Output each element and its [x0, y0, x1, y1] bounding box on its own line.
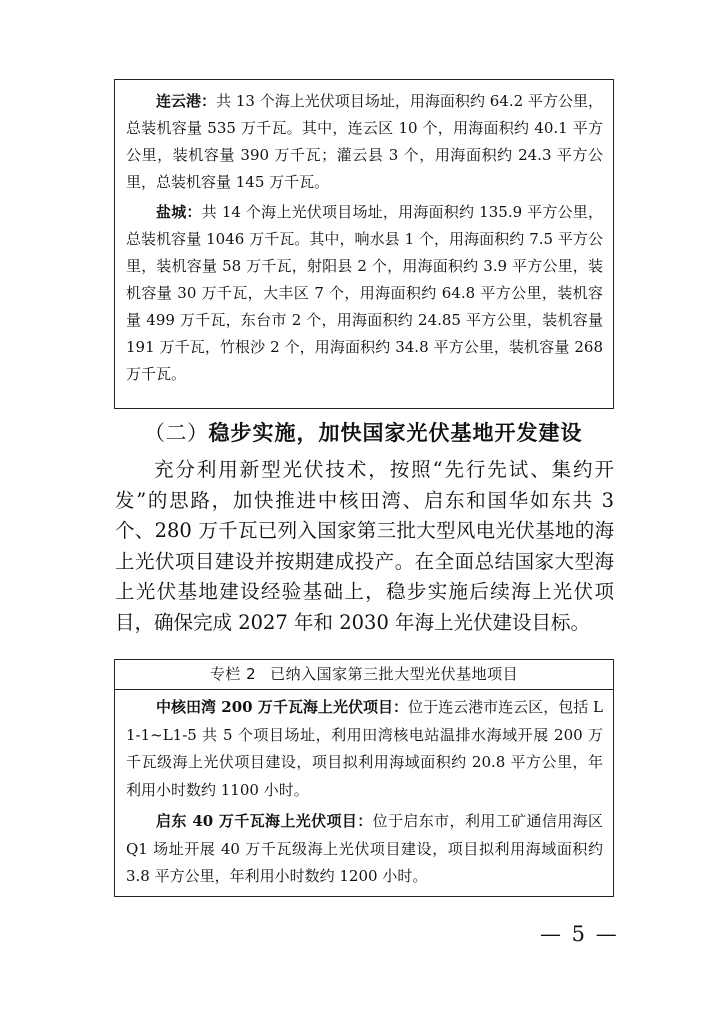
- paragraph-qidong: [126, 808, 603, 891]
- yancheng-label: 盐城：: [156, 203, 202, 221]
- column-label: 专栏 2: [209, 665, 257, 683]
- qidong-label: 启东 40 万千瓦海上光伏项目：: [156, 812, 373, 830]
- paragraph-lianyungang: [126, 88, 603, 196]
- lianyungang-label: 连云港：: [156, 92, 217, 110]
- lianyungang-text: 共 13 个海上光伏项目场址，用海面积约 64.2 平方公里，总装机容量 535 万千瓦。其中，连云区 10 个，用海面积约 40.1 平方公里，装机容量 390 万千瓦；灌云县 3 个，用海面积约 24.3 平方公里，总装机容量 145 万千瓦。: [126, 92, 603, 191]
- body-paragraph: 充分利用新型光伏技术，按照“先行先试、集约开发”的思路，加快推进中核田湾、启东和国华如东共 3 个、280 万千瓦已列入国家第三批大型风电光伏基地的海上光伏项目建设并按期建成投产。在全面总结国家大型海上光伏基地建设经验基础上，稳步实施后续海上光伏项目，确保完成 2027 年和 2030 年海上光伏建设目标。: [115, 458, 614, 634]
- page-number: — 5 —: [540, 922, 619, 946]
- qidong-text: 位于启东市，利用工矿通信用海区 Q1 场址开展 40 万千瓦级海上光伏项目建设，项目拟利用海域面积约 3.8 平方公里，年利用小时数约 1200 小时。: [126, 812, 603, 885]
- section-title: 稳步实施，加快国家光伏基地开发建设: [208, 421, 583, 445]
- yancheng-text: 共 14 个海上光伏项目场址，用海面积约 135.9 平方公里，总装机容量 1046 万千瓦。其中，响水县 1 个，用海面积约 7.5 平方公里，装机容量 58 万千瓦，射阳县 2 个，用海面积约 3.9 平方公里，装机容量 30 万千瓦，大丰区 7 个，用海面积约 64.8 平方公里，装机容量 499 万千瓦，东台市 2 个，用海面积约 24.85 平方公里，装机容量 191 万千瓦，竹根沙 2 个，用海面积约 34.8 平方公里，装机容量 268 万千瓦。: [126, 203, 603, 383]
- paragraph-yancheng: [126, 199, 603, 388]
- column-title: [115, 660, 613, 690]
- section-heading: [144, 421, 583, 445]
- paragraph-tianwan: [126, 694, 603, 804]
- column-box-2: [114, 659, 614, 897]
- tianwan-label: 中核田湾 200 万千瓦海上光伏项目：: [156, 698, 409, 716]
- column-title-text: 已纳入国家第三批大型光伏基地项目: [270, 665, 519, 683]
- column-content: [115, 690, 613, 891]
- info-box-projects: [114, 79, 614, 409]
- section-number: （二）: [144, 421, 209, 445]
- tianwan-text: 位于连云港市连云区，包括 L1-1~L1-5 共 5 个项目场址，利用田湾核电站温排水海域开展 200 万千瓦级海上光伏项目建设，项目拟利用海域面积约 20.8 平方公里，年利用小时数约 1100 小时。: [126, 698, 604, 799]
